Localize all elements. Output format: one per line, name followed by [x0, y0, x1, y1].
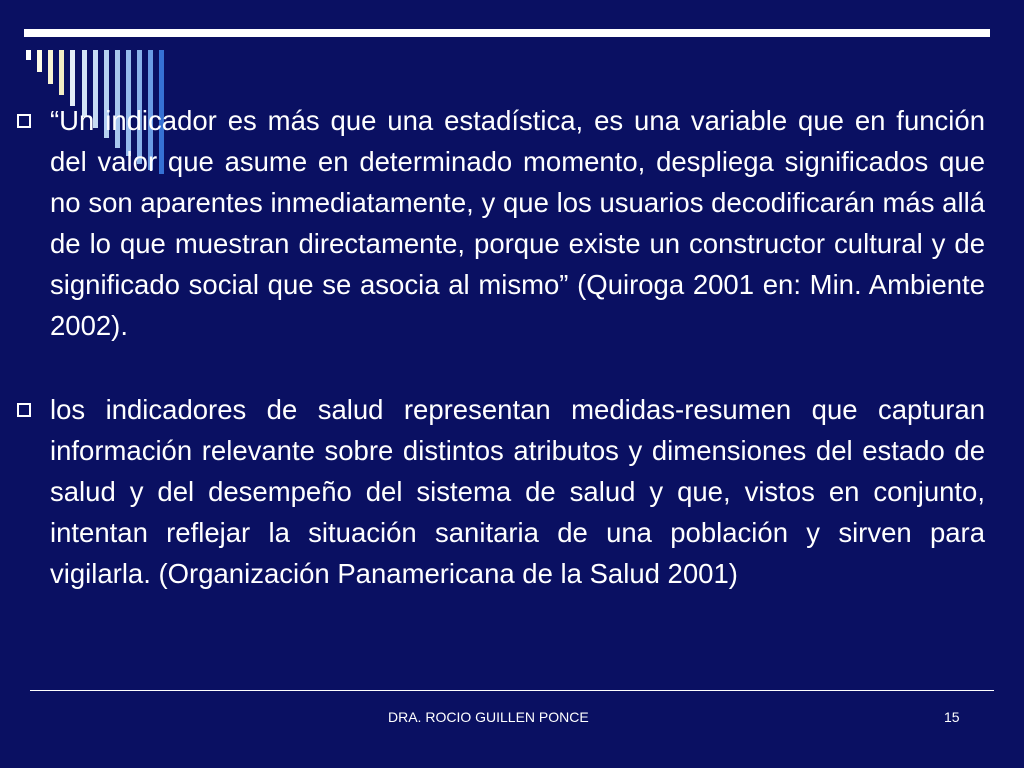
decorative-bar [26, 50, 31, 60]
bullet-item-health-indicators [14, 389, 985, 594]
bullet-text: “Un indicador es más que una estadística, es una variable que en función del valor que asume en determinado momento, despliega significados que no son aparentes inmediatamente, y que los usuarios decodificarán más allá de lo que muestran directamente, porque existe un constructor cultural y de significado social que se asocia al mismo” (Quiroga 2001 en: Min. Ambiente 2002). [50, 105, 985, 341]
footer-rule-line [30, 690, 994, 691]
hollow-square-bullet-icon [17, 403, 31, 417]
bullet-list [14, 100, 985, 594]
decorative-bar [59, 50, 64, 95]
bullet-text: los indicadores de salud representan medidas-resumen que capturan información relevante sobre distintos atributos y dimensiones del estado de salud y del desempeño del sistema de salud y que, vistos en conjunto, intentan reflejar la situación sanitaria de una población y sirven para vigilarla. (Organización Panamericana de la Salud 2001) [50, 394, 985, 589]
top-rule-line [24, 29, 990, 37]
hollow-square-bullet-icon [17, 114, 31, 128]
decorative-bar [70, 50, 75, 106]
footer-author: DRA. ROCIO GUILLEN PONCE [388, 709, 589, 725]
bullet-item-indicator-definition [14, 100, 985, 346]
decorative-bar [48, 50, 53, 84]
decorative-bar [37, 50, 42, 72]
page-number: 15 [944, 709, 960, 725]
